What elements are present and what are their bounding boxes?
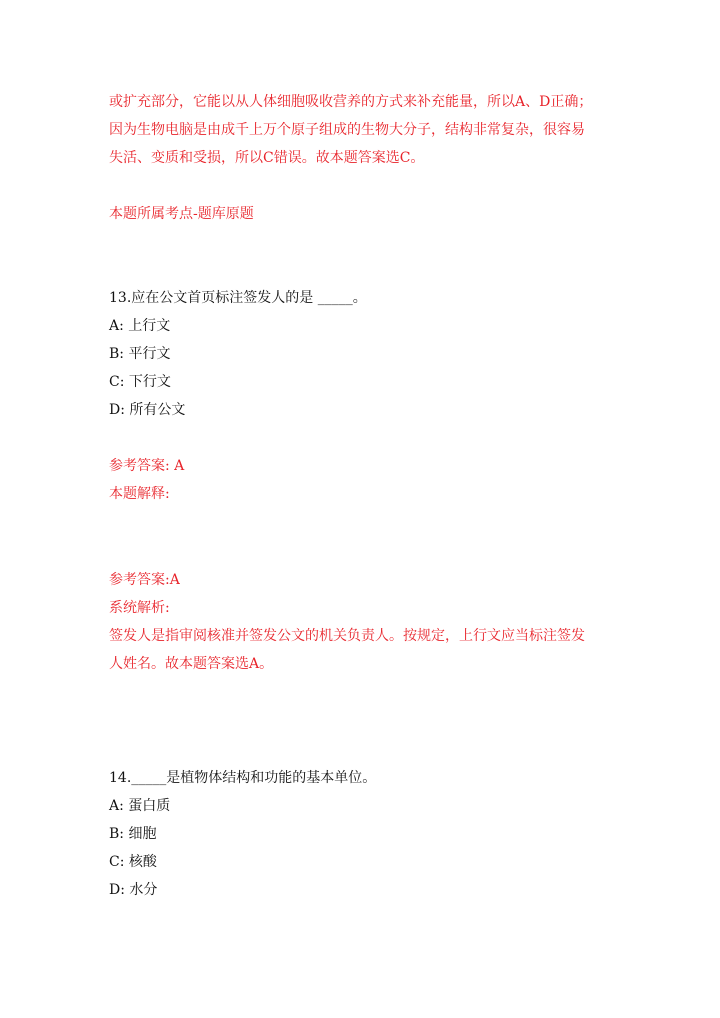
- explanation-line: 因为生物电脑是由成千上万个原子组成的生物大分子，结构非常复杂，很容易: [109, 122, 585, 138]
- explanation-line: 或扩充部分，它能以从人体细胞吸收营养的方式来补充能量，所以A、D正确；: [109, 94, 593, 110]
- question-13-option-c: C: 下行文: [109, 374, 171, 390]
- question-13-analysis-line: 人姓名。故本题答案选A。: [109, 656, 274, 672]
- question-13-analysis-label: 系统解析:: [109, 600, 170, 616]
- question-14-option-a: A: 蛋白质: [109, 798, 171, 814]
- question-13-analysis-line: 签发人是指审阅核准并签发公文的机关负责人。按规定，上行文应当标注签发: [109, 628, 585, 644]
- question-13-explanation-label: 本题解释:: [109, 486, 170, 502]
- question-13-option-a: A: 上行文: [109, 318, 171, 334]
- question-13-option-d: D: 所有公文: [109, 402, 186, 418]
- question-14-option-b: B: 细胞: [109, 826, 157, 842]
- question-13-reference-answer-2: 参考答案:A: [109, 572, 180, 588]
- explanation-line: 失活、变质和受损，所以C错误。故本题答案选C。: [109, 150, 425, 166]
- question-13-reference-answer: 参考答案: A: [109, 458, 185, 474]
- question-13-stem: 13.应在公文首页标注签发人的是 _____。: [109, 290, 367, 306]
- question-14-option-c: C: 核酸: [109, 854, 157, 870]
- question-13-option-b: B: 平行文: [109, 346, 171, 362]
- question-14-option-d: D: 水分: [109, 882, 158, 898]
- source-note: 本题所属考点-题库原题: [109, 206, 254, 222]
- question-14-stem: 14._____是植物体结构和功能的基本单位。: [109, 770, 377, 786]
